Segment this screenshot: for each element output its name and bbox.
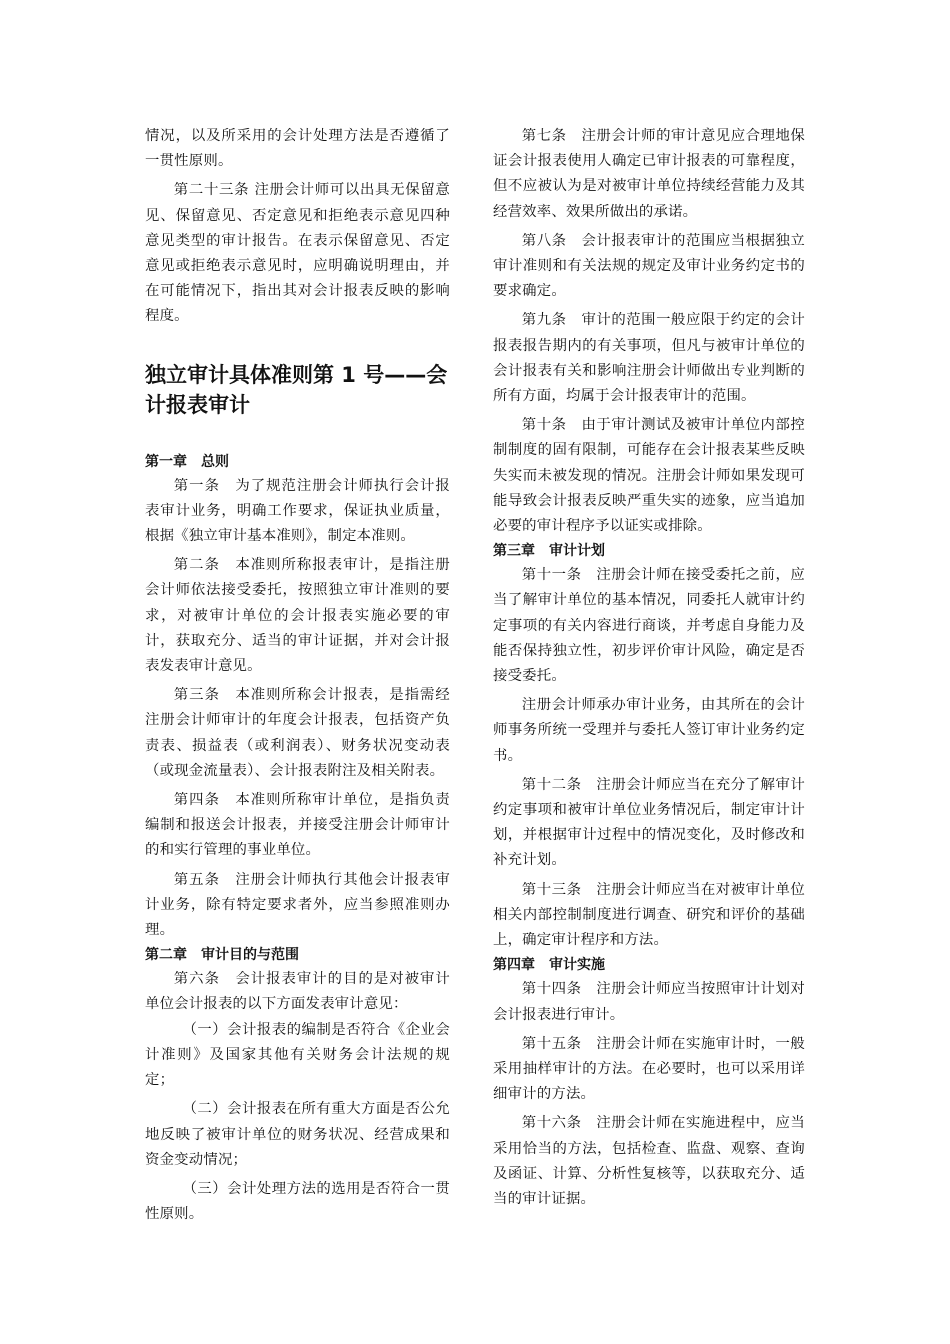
article-6-item-2: （二）会计报表在所有重大方面是否公允地反映了被审计单位的财务状况、经营成果和资金变动情况； <box>145 1101 450 1168</box>
left-column <box>145 124 450 1227</box>
article-2: 第二条 本准则所称报表审计，是指注册会计师依法接受委托，按照独立审计准则的要求，对被审计单位的会计报表实施必要的审计，获取充分、适当的审计证据，并对会计报表发表审计意见。 <box>145 557 450 675</box>
paragraph-continued: 情况，以及所采用的会计处理方法是否遵循了一贯性原则。 <box>145 128 450 170</box>
article-7: 第七条 注册会计师的审计意见应合理地保证会计报表使用人确定已审计报表的可靠程度，但不应被认为是对被审计单位持续经营能力及其经营效率、效果所做出的承诺。 <box>493 128 805 220</box>
article-15: 第十五条 注册会计师在实施审计时，一般采用抽样审计的方法。在必要时，也可以采用详细审计的方法。 <box>493 1035 805 1103</box>
article-12: 第十二条 注册会计师应当在充分了解审计约定事项和被审计单位业务情况后，制定审计计划，并根据审计过程中的情况变化，及时修改和补充计划。 <box>493 776 805 869</box>
article-11-paragraph-2: 注册会计师承办审计业务，由其所在的会计师事务所统一受理并与委托人签订审计业务约定书。 <box>493 697 805 764</box>
article-16: 第十六条 注册会计师在实施进程中，应当采用恰当的方法，包括检查、监盘、观察、查询及函证、计算、分析性复核等，以获取充分、适当的审计证据。 <box>493 1115 805 1207</box>
chapter-1-heading: 第一章 总则 <box>145 453 229 470</box>
article-3: 第三条 本准则所称会计报表，是指需经注册会计师审计的年度会计报表，包括资产负责表、损益表（或利润表）、财务状况变动表（或现金流量表）、会计报表附注及相关附表。 <box>145 687 450 779</box>
chapter-4-heading: 第四章 审计实施 <box>493 957 605 974</box>
article-6: 第六条 会计报表审计的目的是对被审计单位会计报表的以下方面发表审计意见： <box>145 971 450 1013</box>
article-5: 第五条 注册会计师执行其他会计报表审计业务，除有特定要求者外，应当参照准则办理。 <box>145 871 450 939</box>
chapter-2-heading: 第二章 审计目的与范围 <box>145 947 299 964</box>
article-11: 第十一条 注册会计师在接受委托之前，应当了解审计单位的基本情况，同委托人就审计约定事项的有关内容进行商谈，并考虑自身能力及能否保持独立性，初步评价审计风险，确定是否接受委托。 <box>493 567 805 685</box>
article-10: 第十条 由于审计测试及被审计单位内部控制制度的固有限制，可能存在会计报表某些反映失实而未被发现的情况。注册会计师如果发现可能导致会计报表反映严重失实的迹象，应当追加必要的审计程序予以证实或排除。 <box>493 417 805 535</box>
article-6-item-1: （一）会计报表的编制是否符合《企业会计准则》及国家其他有关财务会计法规的规定； <box>145 1021 450 1089</box>
article-23: 第二十三条 注册会计师可以出具无保留意见、保留意见、否定意见和拒绝表示意见四种意见类型的审计报告。在表示保留意见、否定意见或拒绝表示意见时，应明确说明理由，并在可能情况下，指出其对会计报表反映的影响程度。 <box>145 182 450 325</box>
article-1: 第一条 为了规范注册会计师执行会计报表审计业务，明确工作要求，保证执业质量，根据《独立审计基本准则》，制定本准则。 <box>145 477 450 545</box>
right-column <box>493 124 805 1212</box>
article-9: 第九条 审计的范围一般应限于约定的会计报表报告期内的有关事项，但凡与被审计单位的会计报表有关和影响注册会计师做出专业判断的所有方面，均属于会计报表审计的范围。 <box>493 312 805 405</box>
article-8: 第八条 会计报表审计的范围应当根据独立审计准则和有关法规的规定及审计业务约定书的要求确定。 <box>493 232 805 300</box>
article-6-item-3: （三）会计处理方法的选用是否符合一贯性原则。 <box>145 1180 450 1223</box>
document-title: 独立审计具体准则第 1 号——会计报表审计 <box>145 362 448 417</box>
chapter-3-heading: 第三章 审计计划 <box>493 543 605 560</box>
article-4: 第四条 本准则所称审计单位，是指负责编制和报送会计报表，并接受注册会计师审计的和实行管理的事业单位。 <box>145 792 450 859</box>
article-13: 第十三条 注册会计师应当在对被审计单位相关内部控制制度进行调查、研究和评价的基础上，确定审计程序和方法。 <box>493 881 805 949</box>
article-14: 第十四条 注册会计师应当按照审计计划对会计报表进行审计。 <box>493 981 805 1023</box>
